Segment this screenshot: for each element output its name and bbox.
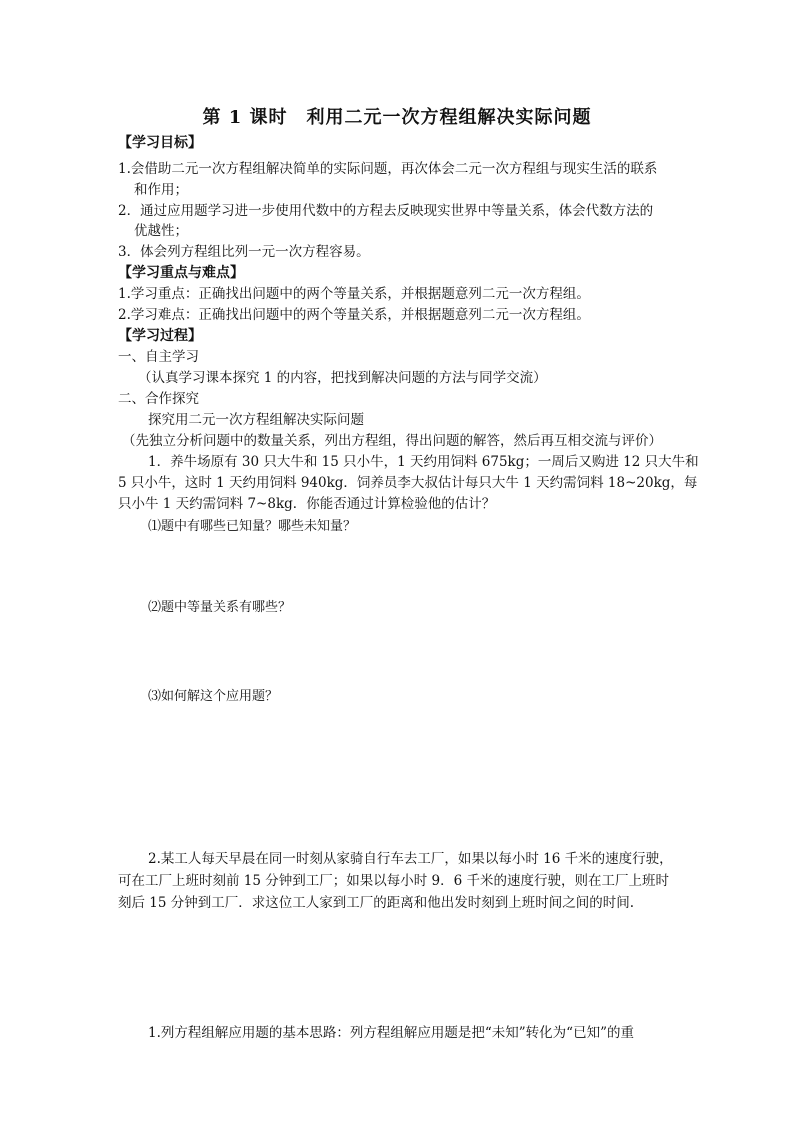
question-3: ⑶如何解这个应用题？ [148,689,279,704]
problem2-line: 可在工厂上班时刻前 15 分钟到工厂；如果以每小时 9．6 千米的速度行驶，则在工厂上班时 [118,873,670,889]
key-point-item: 1.学习重点：正确找出问题中的两个等量关系，并根据题意列二元一次方程组。 [118,286,590,302]
objective-item: 和作用； [134,182,188,198]
summary-line: 1.列方程组解应用题的基本思路：列方程组解应用题是把“未知”转化为“已知”的重 [148,1025,634,1041]
self-study-title: 一、自主学习 [118,349,199,365]
objective-item: 2．通过应用题学习进一步使用代数中的方程去反映现实世界中等量关系，体会代数方法的 [118,203,654,219]
coop-subtitle: 探究用二元一次方程组解决实际问题 [148,412,364,428]
question-1: ⑴题中有哪些已知量？哪些未知量？ [148,519,357,534]
objective-item: 优越性； [134,223,188,239]
problem2-line: 2.某工人每天早晨在同一时刻从家骑自行车去工厂，如果以每小时 16 千米的速度行驶， [148,851,673,867]
objective-item: 3．体会列方程组比列一元一次方程容易。 [118,244,370,260]
problem1-line: 只小牛 1 天约需饲料 7~8kg．你能否通过计算检验他的估计？ [118,496,496,512]
problem2-line: 刻后 15 分钟到工厂．求这位工人家到工厂的距离和他出发时刻到上班时间之间的时间. [118,895,635,911]
objective-item: 1.会借助二元一次方程组解决简单的实际问题，再次体会二元一次方程组与现实生活的联系 [118,161,658,177]
problem1-line: 1．养牛场原有 30 只大牛和 15 只小牛，1 天约用饲料 675kg；一周后又购进 12 只大牛和 [148,454,699,470]
question-2: ⑵题中等量关系有哪些？ [148,600,292,615]
problem1-line: 5 只小牛，这时 1 天约用饲料 940kg．饲养员李大叔估计每只大牛 1 天约需饲料 18~20kg，每 [118,475,698,491]
self-study-text: （认真学习课本探究 1 的内容，把找到解决问题的方法与同学交流） [138,370,547,386]
key-point-item: 2.学习难点：正确找出问题中的两个等量关系，并根据题意列二元一次方程组。 [118,307,590,323]
page-title: 第 1 课时 利用二元一次方程组解决实际问题 [202,107,592,128]
coop-note: （先独立分析问题中的数量关系，列出方程组，得出问题的解答，然后再互相交流与评价） [122,433,662,449]
process-heading: 【学习过程】 [118,328,202,344]
coop-title: 二、合作探究 [118,391,199,407]
objectives-heading: 【学习目标】 [118,135,202,151]
key-points-heading: 【学习重点与难点】 [118,265,244,281]
